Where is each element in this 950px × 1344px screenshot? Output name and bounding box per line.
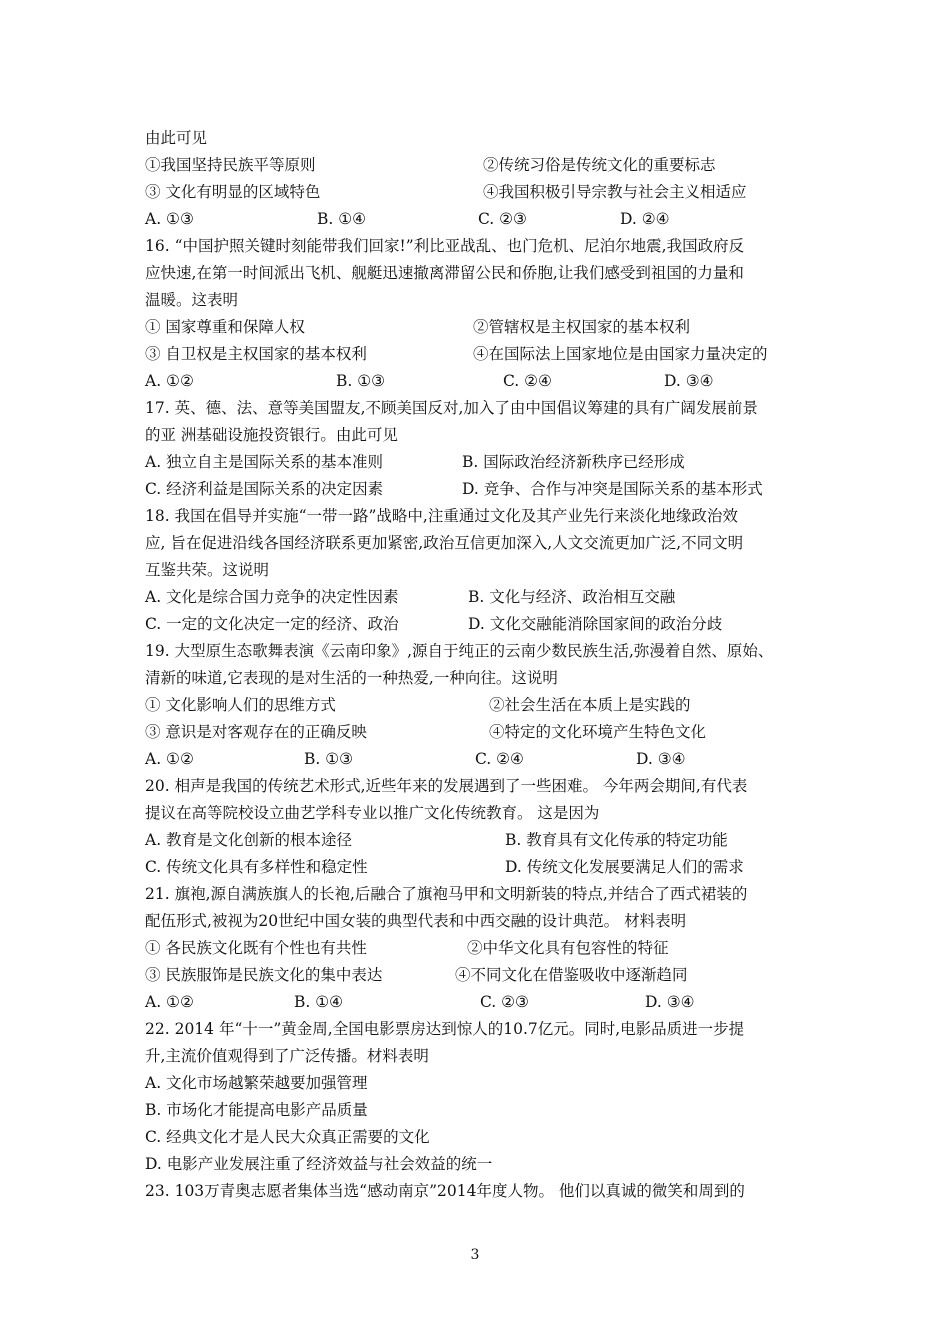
option-row [145,449,815,476]
text-line: 温暖。这表明 [145,291,239,309]
question-18: 18. 我国在倡导并实施“一带一路”战略中,注重通过文化及其产业先行来淡化地缘政治效 [145,507,738,525]
answer-choice: B. ①③ [304,750,354,768]
answer-row [145,368,815,395]
option: ③ 意识是对客观存在的正确反映 [145,723,367,741]
option: ①我国坚持民族平等原则 [145,156,316,174]
answer-choice: D. ②④ [620,210,670,228]
question-20: 20. 相声是我国的传统艺术形式,近些年来的发展遇到了一些困难。 今年两会期间,有代表 [145,777,748,795]
option: C. 经典文化才是人民大众真正需要的文化 [145,1128,430,1146]
text-line: 应快速,在第一时间派出飞机、舰艇迅速撤离滞留公民和侨胞,让我们感受到祖国的力量和 [145,264,744,282]
text-line: 互鉴共荣。这说明 [145,561,270,579]
answer-choice: C. ②④ [475,750,524,768]
option: A. 文化市场越繁荣越要加强管理 [145,1074,368,1092]
text-line: 清新的味道,它表现的是对生活的一种热爱,一种向往。这说明 [145,669,558,687]
option-row [145,692,815,719]
option: D. 传统文化发展要满足人们的需求 [505,858,744,876]
option: ④不同文化在借鉴吸收中逐渐趋同 [455,966,688,984]
answer-choice: A. ①② [145,750,194,768]
option-row [145,962,815,989]
text-line: 升,主流价值观得到了广泛传播。材料表明 [145,1047,429,1065]
option: B. 市场化才能提高电影产品质量 [145,1101,368,1119]
option: B. 文化与经济、政治相互交融 [468,588,676,606]
option-row [145,152,815,179]
option: B. 国际政治经济新秩序已经形成 [462,453,685,471]
question-16: 16. “中国护照关键时刻能带我们回家!”利比亚战乱、也门危机、尼泊尔地震,我国政府反 [145,237,745,255]
answer-choice: A. ①② [145,993,194,1011]
option: ① 国家尊重和保障人权 [145,318,305,336]
answer-row [145,206,815,233]
page-number: 3 [470,1247,480,1263]
option-row [145,935,815,962]
answer-choice: D. ③④ [645,993,695,1011]
text-line: 由此可见 [145,129,208,147]
text-line: 应, 旨在促进沿线各国经济联系更加紧密,政治互信更加深入,人文交流更加广泛,不同文明 [145,534,744,552]
question-19: 19. 大型原生态歌舞表演《云南印象》,源自于纯正的云南少数民族生活,弥漫着自然、原始、 [145,642,774,660]
option: ④我国积极引导宗教与社会主义相适应 [483,183,747,201]
option: ②中华文化具有包容性的特征 [467,939,669,957]
answer-choice: A. ①② [145,372,194,390]
answer-row [145,989,815,1016]
question-22: 22. 2014 年“十一”黄金周,全国电影票房达到惊人的10.7亿元。同时,电影品质进一步提 [145,1020,745,1038]
question-23: 23. 103万青奥志愿者集体当选“感动南京”2014年度人物。 他们以真诚的微笑和周到的 [145,1182,745,1200]
option: A. 文化是综合国力竞争的决定性因素 [145,588,399,606]
text-line: 提议在高等院校设立曲艺学科专业以推广文化传统教育。 这是因为 [145,804,600,822]
option: B. 教育具有文化传承的特定功能 [505,831,728,849]
option: C. 一定的文化决定一定的经济、政治 [145,615,399,633]
answer-choice: B. ①④ [317,210,367,228]
text-line: 配伍形式,被视为20世纪中国女装的典型代表和中西交融的设计典范。 材料表明 [145,912,687,930]
option-row [145,827,815,854]
option: ③ 民族服饰是民族文化的集中表达 [145,966,383,984]
answer-choice: D. ③④ [636,750,686,768]
answer-choice: B. ①③ [336,372,386,390]
option: ① 文化影响人们的思维方式 [145,696,336,714]
option: ②传统习俗是传统文化的重要标志 [483,156,716,174]
answer-row [145,746,815,773]
answer-choice: C. ②③ [480,993,529,1011]
option: ②社会生活在本质上是实践的 [489,696,691,714]
option-row [145,719,815,746]
option: D. 文化交融能消除国家间的政治分歧 [468,615,723,633]
option-row [145,179,815,206]
option: ③ 文化有明显的区域特色 [145,183,321,201]
option: D. 竞争、合作与冲突是国际关系的基本形式 [462,480,763,498]
option-row [145,584,815,611]
question-17: 17. 英、德、法、意等美国盟友,不顾美国反对,加入了由中国倡议筹建的具有广阔发展前景 [145,399,758,417]
answer-choice: C. ②③ [478,210,527,228]
option-row [145,476,815,503]
option-row [145,341,815,368]
option: ④在国际法上国家地位是由国家力量决定的 [473,345,768,363]
option: ②管辖权是主权国家的基本权利 [473,318,691,336]
option-row [145,854,815,881]
option: A. 教育是文化创新的根本途径 [145,831,353,849]
answer-choice: C. ②④ [503,372,552,390]
option-row [145,314,815,341]
question-21: 21. 旗袍,源自满族旗人的长袍,后融合了旗袍马甲和文明新装的特点,并结合了西式裙装的 [145,885,748,903]
option: ④特定的文化环境产生特色文化 [489,723,707,741]
option: ③ 自卫权是主权国家的基本权利 [145,345,367,363]
text-line: 的亚 洲基础设施投资银行。由此可见 [145,426,398,444]
answer-choice: B. ①④ [294,993,344,1011]
option: C. 经济利益是国际关系的决定因素 [145,480,384,498]
option: ① 各民族文化既有个性也有共性 [145,939,367,957]
option: C. 传统文化具有多样性和稳定性 [145,858,368,876]
answer-choice: D. ③④ [664,372,714,390]
answer-choice: A. ①③ [145,210,194,228]
option: D. 电影产业发展注重了经济效益与社会效益的统一 [145,1155,493,1173]
option: A. 独立自主是国际关系的基本准则 [145,453,384,471]
option-row [145,611,815,638]
